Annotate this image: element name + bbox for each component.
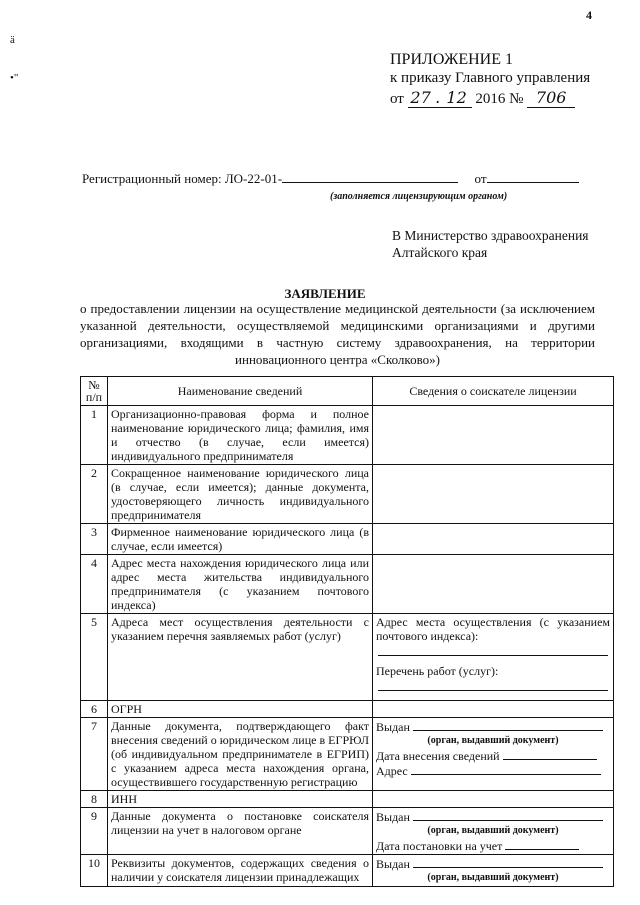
issuer-note: (орган, выдавший документ) <box>427 872 559 883</box>
row-number: 7 <box>81 718 108 791</box>
row-info-cell <box>373 855 614 887</box>
table-row <box>81 855 614 887</box>
date-prefix: от <box>390 91 404 107</box>
column-header-name: Наименование сведений <box>108 377 373 406</box>
table-row <box>81 791 614 808</box>
table-row <box>81 406 614 465</box>
authority-address-label: Адрес <box>376 764 408 778</box>
row-number: 1 <box>81 406 108 465</box>
row-info-cell[interactable] <box>373 406 614 465</box>
row-name: Организационно-правовая форма и полное наименование юридического лица; фамилия, имя и отчество (в случае, если имеется) индивидуального предпринимателя <box>108 406 373 465</box>
addressee-line: Алтайского края <box>392 245 488 260</box>
scan-mark: ä <box>10 34 15 46</box>
row-info-cell[interactable] <box>373 555 614 614</box>
row-number: 6 <box>81 701 108 718</box>
row-name: ИНН <box>108 791 373 808</box>
issued-by-field[interactable] <box>413 719 603 731</box>
row-name: Адрес места нахождения юридического лица или адрес места жительства индивидуального предпринимателя (с указанием почтового индекса) <box>108 555 373 614</box>
scan-mark: •" <box>10 72 19 84</box>
table-row <box>81 524 614 555</box>
registration-from-label: от <box>474 171 487 186</box>
row-name: Сокращенное наименование юридического лица (в случае, если имеется); данные документа, удостоверяющего личность индивидуального предпринимателя <box>108 465 373 524</box>
issuer-note: (орган, выдавший документ) <box>427 735 559 746</box>
handwritten-order-number: 706 <box>527 88 575 108</box>
row-name: Фирменное наименование юридического лица (в случае, если имеется) <box>108 524 373 555</box>
row-number: 9 <box>81 808 108 855</box>
appendix-date-line <box>390 88 590 109</box>
registration-number-field[interactable] <box>282 170 458 183</box>
document-subtitle: о предоставлении лицензии на осуществление медицинской деятельности (за исключением указанной деятельности, осуществляемой медицинскими организациями и другими организациями, входящими в частную систему здравоохранения, на территории инновационного центра «Сколково») <box>80 301 595 367</box>
row-number: 2 <box>81 465 108 524</box>
row-name: Данные документа, подтверждающего факт внесения сведений о юридическом лице в ЕГРЮЛ (об индивидуальном предпринимателе в ЕГРИП) с указанием адреса места нахождения органа, осуществившего государственную регистрацию <box>108 718 373 791</box>
row-info-cell <box>373 614 614 701</box>
row-number: 4 <box>81 555 108 614</box>
row-info-cell[interactable] <box>373 465 614 524</box>
table-row <box>81 465 614 524</box>
row-info-cell <box>373 718 614 791</box>
registration-note: (заполняется лицензирующим органом) <box>330 191 508 202</box>
issued-by-field[interactable] <box>413 856 603 868</box>
issuer-note: (орган, выдавший документ) <box>427 825 559 836</box>
row-info-cell[interactable] <box>373 701 614 718</box>
issued-label: Выдан <box>376 720 410 734</box>
handwritten-month: 12 <box>442 88 472 108</box>
date-separator: . <box>435 88 441 107</box>
row-number: 10 <box>81 855 108 887</box>
column-header-number: № п/п <box>81 377 108 406</box>
entry-date-label: Дата внесения сведений <box>376 749 500 763</box>
activity-address-label: Адрес места осуществления (с указанием почтового индекса): <box>376 615 610 643</box>
works-list-label: Перечень работ (услуг): <box>376 664 499 678</box>
addressee-line: В Министерство здравоохранения <box>392 228 589 243</box>
registration-label: Регистрационный номер: ЛО-22-01- <box>82 171 283 186</box>
application-table <box>80 376 614 887</box>
appendix-order-line: к приказу Главного управления <box>390 70 591 86</box>
row-name: Адреса мест осуществления деятельности с указанием перечня заявляемых работ (услуг) <box>108 614 373 701</box>
row-name: ОГРН <box>108 701 373 718</box>
table-row <box>81 614 614 701</box>
registration-date-field[interactable] <box>487 170 579 183</box>
table-row <box>81 808 614 855</box>
row-info-cell[interactable] <box>373 791 614 808</box>
row-number: 3 <box>81 524 108 555</box>
document-title: ЗАЯВЛЕНИЕ <box>284 286 366 301</box>
row-info-cell <box>373 808 614 855</box>
activity-address-field[interactable] <box>378 643 608 656</box>
year-number-label: 2016 № <box>475 91 524 107</box>
table-row <box>81 701 614 718</box>
issued-by-field[interactable] <box>413 809 603 821</box>
page-number: 4 <box>586 8 592 22</box>
handwritten-day: 27 <box>408 88 434 108</box>
row-name: Данные документа о постановке соискателя лицензии на учет в налоговом органе <box>108 808 373 855</box>
authority-address-field[interactable] <box>411 763 601 775</box>
entry-date-field[interactable] <box>503 748 597 760</box>
appendix-title: ПРИЛОЖЕНИЕ 1 <box>390 51 514 68</box>
row-info-cell[interactable] <box>373 524 614 555</box>
table-row <box>81 718 614 791</box>
registration-line <box>82 170 579 187</box>
addressee-block <box>392 227 589 261</box>
row-number: 8 <box>81 791 108 808</box>
works-list-field[interactable] <box>378 678 608 691</box>
row-name: Реквизиты документов, содержащих сведения о наличии у соискателя лицензии принадлежащих <box>108 855 373 887</box>
registration-date-label: Дата постановки на учет <box>376 839 503 853</box>
issued-label: Выдан <box>376 857 410 871</box>
issued-label: Выдан <box>376 810 410 824</box>
row-number: 5 <box>81 614 108 701</box>
table-row <box>81 555 614 614</box>
table-header-row <box>81 377 614 406</box>
column-header-info: Сведения о соискателе лицензии <box>373 377 614 406</box>
appendix-block <box>390 50 590 109</box>
tax-registration-date-field[interactable] <box>505 838 579 850</box>
